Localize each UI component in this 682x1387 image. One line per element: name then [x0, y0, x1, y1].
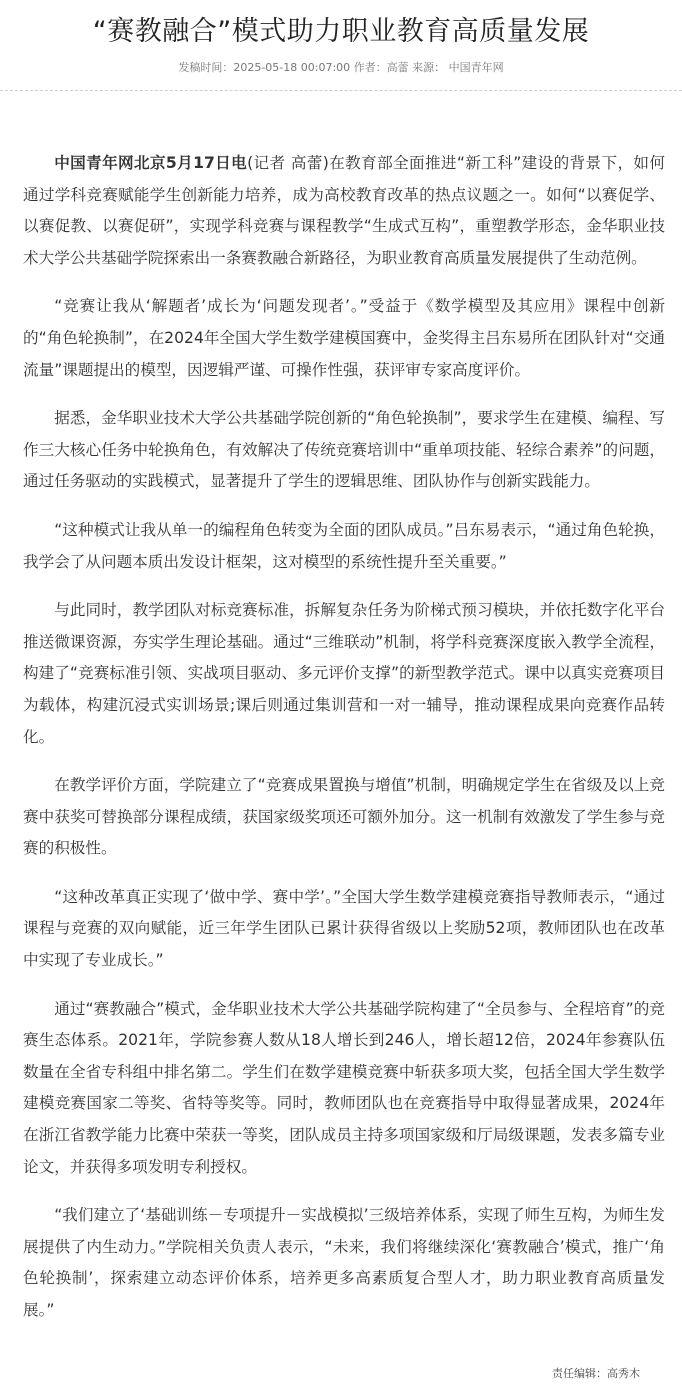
paragraph-text: (记者 高蕾)在教育部全面推进“新工科”建设的背景下，如何通过学科竞赛赋能学生创新能力培养，成为高校教育改革的热点议题之一。如何“以赛促学、以赛促教、以赛促研”，实现学科竞赛与课程教学“生成式互构”，重塑教学形态，金华职业技术大学公共基础学院探索出一条赛教融合新路径，为职业教育高质量发展提供了生动范例。	[23, 154, 665, 267]
paragraph	[23, 148, 665, 274]
editor-label: 责任编辑：	[552, 1367, 607, 1380]
article-body	[23, 148, 665, 1344]
paragraph: “这种模式让我从单一的编程角色转变为全面的团队成员。”吕东易表示，“通过角色轮换，我学会了从问题本质出发设计框架，这对模型的系统性提升至关重要。”	[23, 520, 665, 571]
paragraph: “我们建立了‘基础训练－专项提升－实战模拟’三级培养体系，实现了师生互构，为师生发展提供了内生动力。”学院相关负责人表示，“未来，我们将继续深化‘赛教融合’模式，推广‘角色轮换制’，探索建立动态评价体系，培养更多高素质复合型人才，助力职业教育高质量发展。”	[23, 1206, 665, 1319]
paragraph: “竞赛让我从‘解题者’成长为‘问题发现者’。”受益于《数学模型及其应用》课程中创新的“角色轮换制”，在2024年全国大学生数学建模国赛中，金奖得主吕东易所在团队针对“交通流量”课题提出的模型，因逻辑严谨、可操作性强，获评审专家高度评价。	[23, 297, 665, 379]
article-meta	[0, 60, 682, 76]
author-label: 作者：	[353, 61, 387, 74]
responsible-editor	[552, 1366, 640, 1382]
publish-time-label: 发稿时间：	[178, 61, 234, 74]
source-value: 中国青年网	[448, 61, 504, 74]
paragraph: 据悉，金华职业技术大学公共基础学院创新的“角色轮换制”，要求学生在建模、编程、写作三大核心任务中轮换角色，有效解决了传统竞赛培训中“重单项技能、轻综合素养”的问题，通过任务驱动的实践模式，显著提升了学生的逻辑思维、团队协作与创新实践能力。	[23, 409, 665, 491]
article-title: “赛教融合”模式助力职业教育高质量发展	[92, 16, 590, 47]
paragraph: “这种改革真正实现了‘做中学、赛中学’。”全国大学生数学建模竞赛指导教师表示，“通过课程与竞赛的双向赋能，近三年学生团队已累计获得省级以上奖励52项，教师团队也在改革中实现了专业成长。”	[23, 887, 665, 970]
paragraph: 与此同时，教学团队对标竞赛标准，拆解复杂任务为阶梯式预习模块，并依托数字化平台推送微课资源，夯实学生理论基础。通过“三维联动”机制，将学科竞赛深度嵌入教学全流程，构建了“竞赛标准引领、实战项目驱动、多元评价支撑”的新型教学范式。课中以真实竞赛项目为载体，构建沉浸式实训场景;课后则通过集训营和一对一辅导，推动课程成果向竞赛作品转化。	[23, 601, 665, 746]
title-divider	[0, 90, 682, 91]
paragraph: 在教学评价方面，学院建立了“竞赛成果置换与增值”机制，明确规定学生在省级及以上竞赛中获奖可替换部分课程成绩，获国家级奖项还可额外加分。这一机制有效激发了学生参与竞赛的积极性。	[23, 776, 665, 858]
dateline: 中国青年网北京5月17日电	[54, 154, 248, 172]
author-value: 高蕾	[386, 61, 409, 74]
editor-name: 高秀木	[607, 1367, 640, 1380]
paragraph: 通过“赛教融合”模式，金华职业技术大学公共基础学院构建了“全员参与、全程培育”的竞赛生态体系。2021年，学院参赛人数从18人增长到246人，增长超12倍，2024年参赛队伍数量在全省专科组中排名第二。学生们在数学建模竞赛中斩获多项大奖，包括全国大学生数学建模竞赛国家二等奖、省特等奖等。同时，教师团队也在竞赛指导中取得显著成果，2024年在浙江省教学能力比赛中荣获一等奖，团队成员主持多项国家级和厅局级课题，发表多篇专业论文，并获得多项发明专利授权。	[23, 999, 665, 1176]
publish-time-value: 2025-05-18 00:07:00	[233, 61, 351, 74]
source-label: 来源：	[412, 61, 446, 74]
